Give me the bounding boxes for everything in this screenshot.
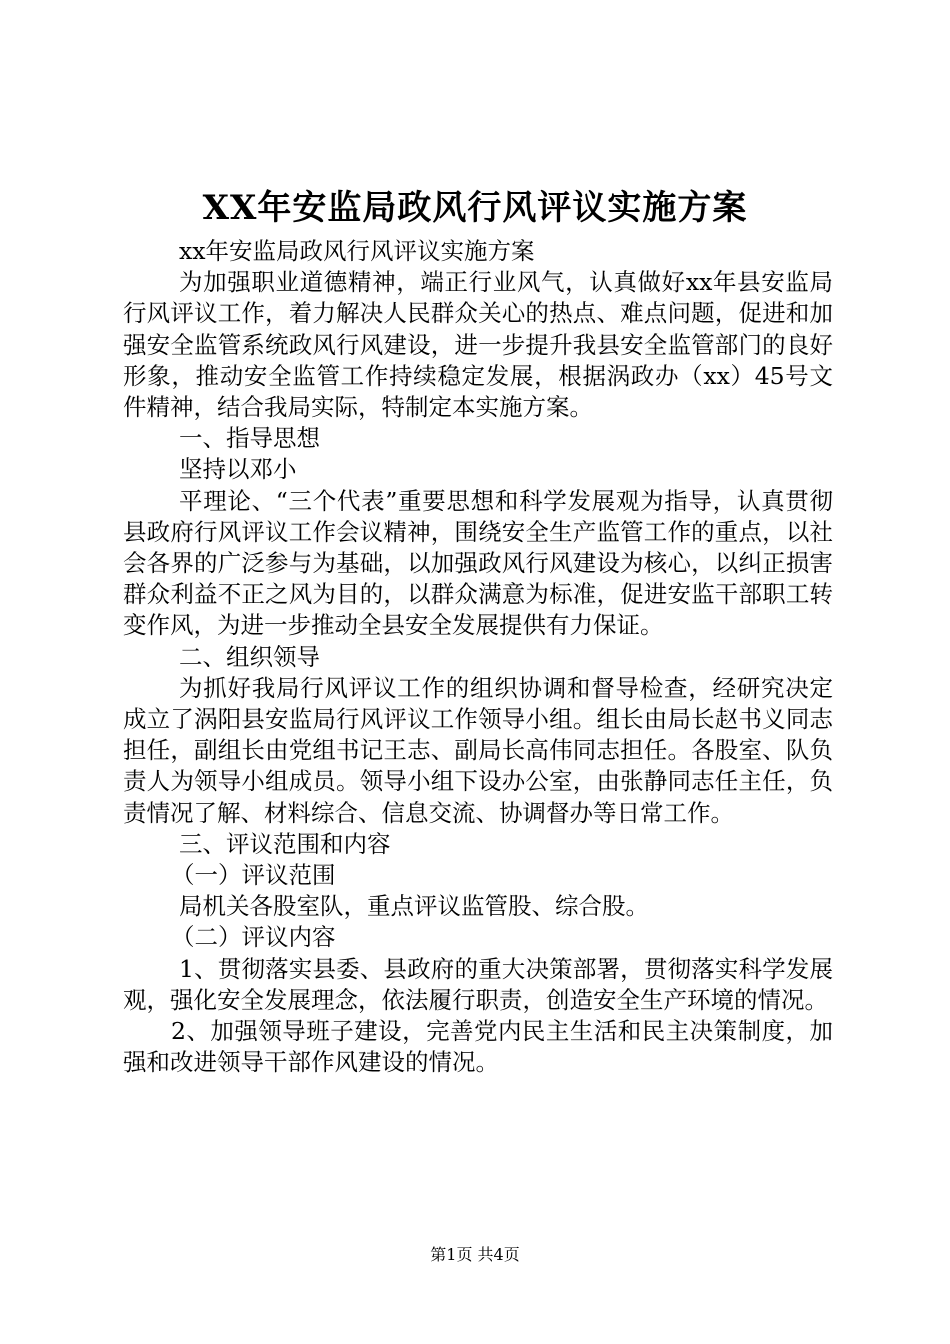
intro-paragraph: 为加强职业道德精神，端正行业风气，认真做好xx年县安监局行风评议工作，着力解决人民群众关心的热点、难点问题，促进和加强安全监管系统政风行风建设，进一步提升我县安全监管部门的良好形象，推动安全监管工作持续稳定发展，根据涡政办（xx）45号文件精神，结合我局实际，特制定本实施方案。: [123, 268, 833, 422]
section-heading-scope-content: 三、评议范围和内容: [179, 829, 391, 858]
subtitle-paragraph: xx年安监局政风行风评议实施方案: [179, 237, 535, 265]
subsection-heading-scope: （一）评议范围: [171, 861, 336, 890]
page-footer: 第1页 共4页: [430, 1245, 520, 1264]
content-item-2: 2、加强领导班子建设，完善党内民主生活和民主决策制度，加强和改进领导干部作风建设的情况。: [123, 1017, 833, 1077]
paragraph-fragment: 坚持以邓小: [179, 455, 297, 484]
organization-paragraph: 为抓好我局行风评议工作的组织协调和督导检查，经研究决定成立了涡阳县安监局行风评议工作领导小组。组长由局长赵书义同志担任，副组长由党组书记王志、副局长高伟同志担任。各股室、队负责人为领导小组成员。领导小组下设办公室，由张静同志任主任，负责情况了解、材料综合、信息交流、协调督办等日常工作。: [123, 673, 833, 827]
subsection-heading-content: （二）评议内容: [171, 923, 336, 952]
document-body: [123, 236, 833, 1078]
section-heading-organization: 二、组织领导: [179, 642, 320, 671]
scope-paragraph: 局机关各股室队，重点评议监管股、综合股。: [179, 892, 649, 921]
document-title: XX年安监局政风行风评议实施方案: [202, 188, 748, 228]
content-item-1: 1、贯彻落实县委、县政府的重大决策部署，贯彻落实科学发展观，强化安全发展理念，依法履行职责，创造安全生产环境的情况。: [123, 954, 833, 1014]
section-heading-guiding-ideology: 一、指导思想: [179, 424, 320, 453]
guiding-ideology-paragraph: 平理论、“三个代表”重要思想和科学发展观为指导，认真贯彻县政府行风评议工作会议精神，围绕安全生产监管工作的重点，以社会各界的广泛参与为基础，以加强政风行风建设为核心，以纠正损害群众利益不正之风为目的，以群众满意为标准，促进安监干部职工转变作风，为进一步推动全县安全发展提供有力保证。: [123, 486, 833, 640]
